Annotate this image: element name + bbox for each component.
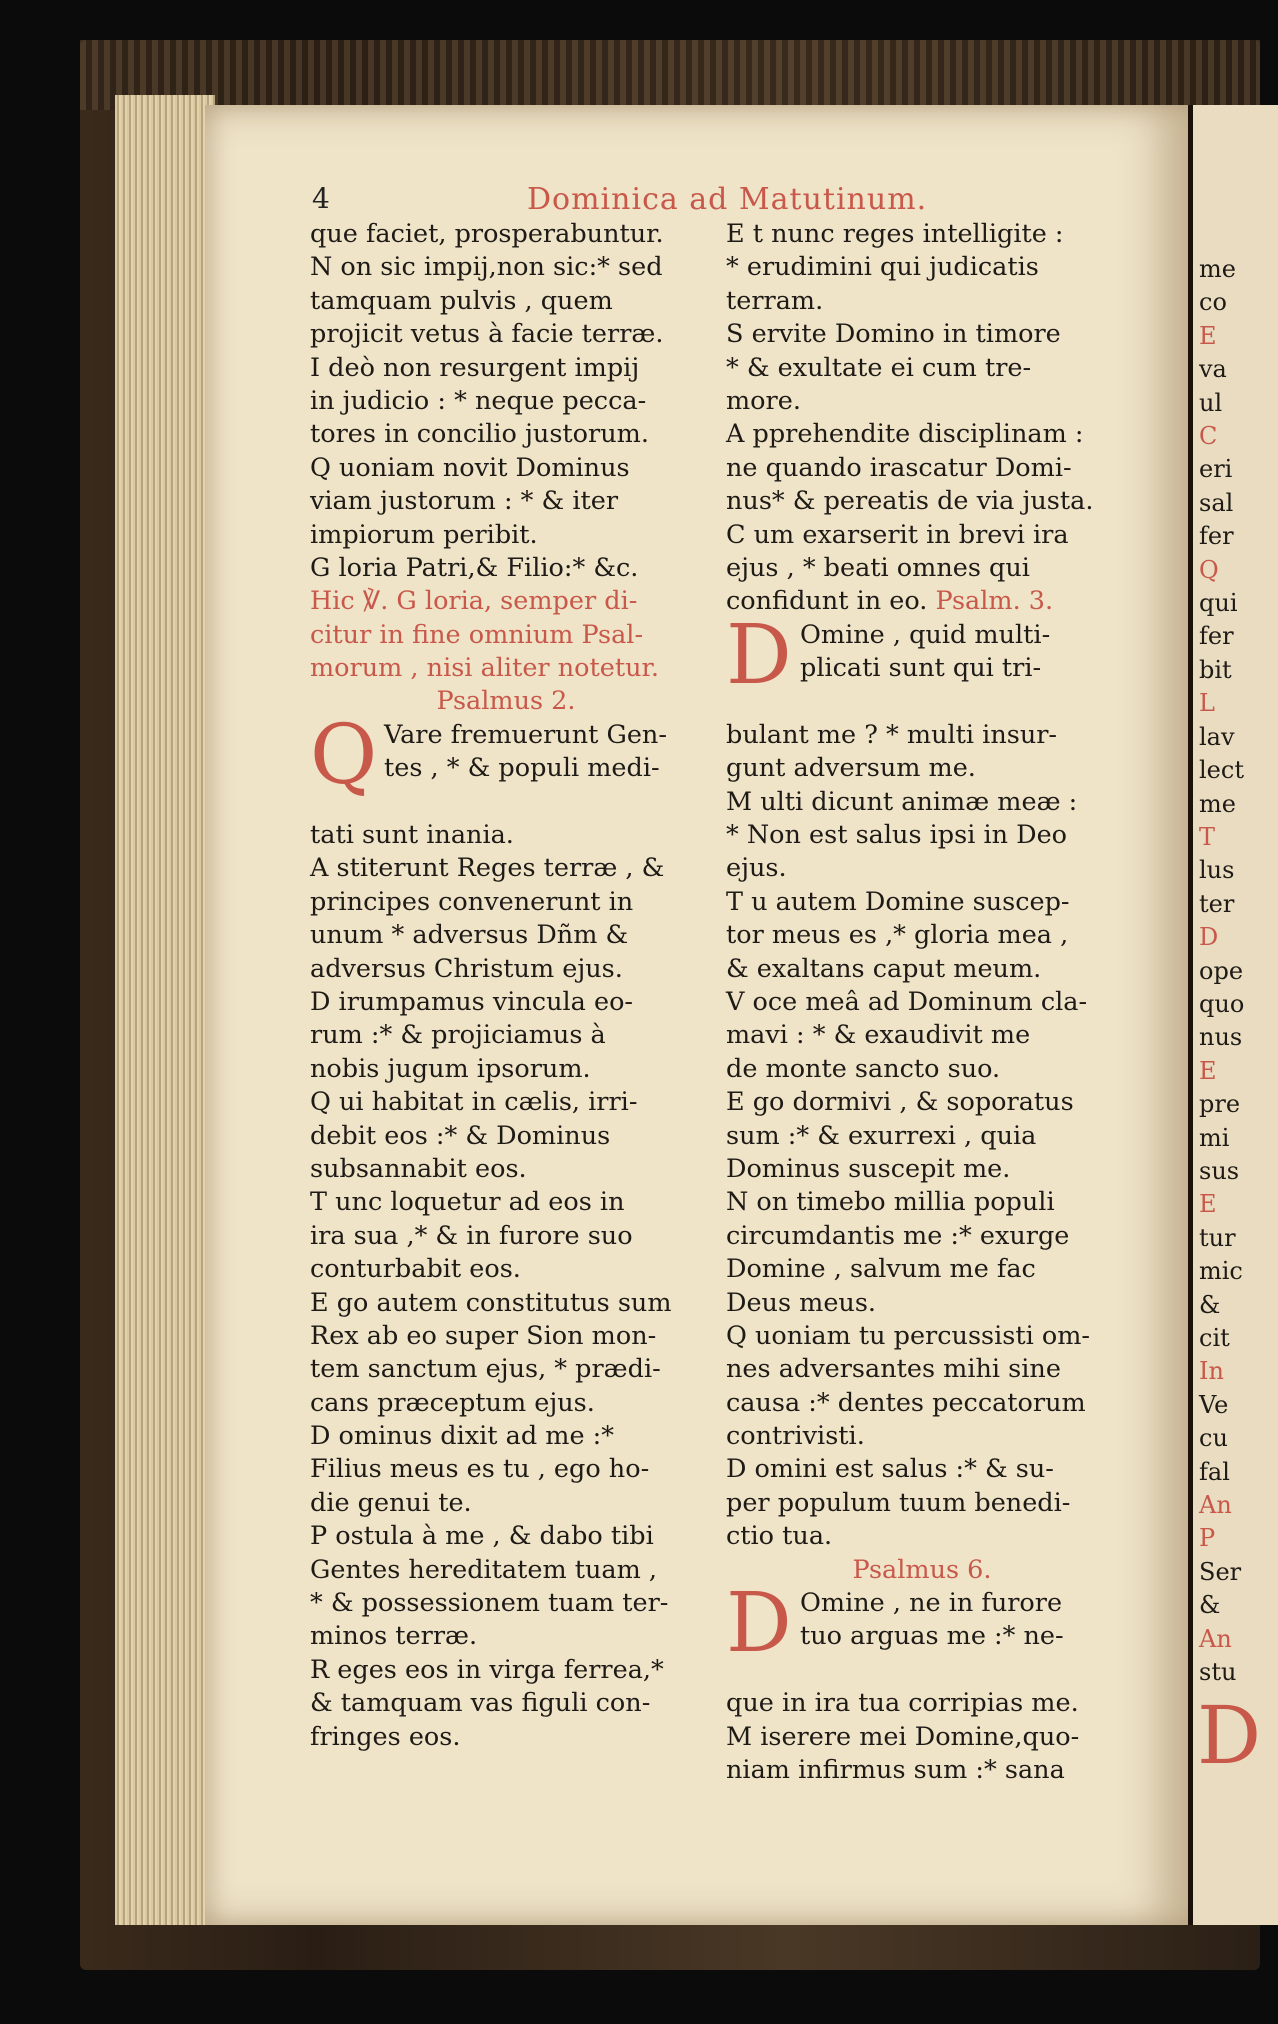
facing-page-fragment [1190, 105, 1278, 1925]
verse-line: que faciet, prosperabuntur. [310, 219, 664, 249]
facing-page-text: lect [1199, 756, 1244, 785]
psalm-6-opening [726, 1576, 1118, 1687]
verse-line: plicati sunt qui tri- [800, 653, 1042, 684]
facing-page-text: sal [1199, 488, 1234, 517]
verse-line: nes adversantes mihi sine [726, 1354, 1061, 1385]
verse-line: tor meus es ,* gloria mea , [726, 920, 1069, 951]
verse-line: confidunt in eo. Psalm. 3. [726, 586, 1054, 617]
verse-line: T u autem Domine suscep- [726, 886, 1070, 917]
verse-line: * erudimini qui judicatis [726, 252, 1039, 283]
verse-line: de monte sancto suo. [726, 1053, 1001, 1084]
facing-page-text: Ve [1199, 1390, 1229, 1419]
verse-line: Omine , quid multi- [800, 619, 1051, 650]
facing-page-text: mi [1199, 1123, 1230, 1152]
facing-page-text: tur [1199, 1223, 1236, 1252]
verse-line: * & exultate ei cum tre- [726, 352, 1032, 383]
psalm-label: Psalm. 3. [927, 586, 1054, 617]
verse-line: E t nunc reges intelligite : [726, 219, 1064, 249]
verse-line: D irumpamus vincula eo- [310, 987, 634, 1017]
verse-line: contrivisti. [726, 1421, 865, 1452]
facing-page-text: qui [1199, 589, 1238, 618]
verse-line: tati sunt inania. [310, 820, 514, 851]
verse-line: minos terræ. [310, 1621, 478, 1652]
facing-page-text: D [1197, 1689, 1262, 1783]
facing-page-text: & [1199, 1591, 1221, 1620]
verse-line: N on sic impij,non sic:* sed [310, 252, 663, 283]
verse-line: I deò non resurgent impij [310, 352, 640, 383]
facing-page-text: E [1199, 1056, 1217, 1085]
verse-line: M ulti dicunt animæ meæ : [726, 786, 1078, 817]
facing-page-text: co [1199, 288, 1227, 317]
verse-line: E go autem constitutus sum [310, 1287, 672, 1318]
verse-line: ne quando irascatur Domi- [726, 452, 1072, 483]
verse-line: A stiterunt Reges terræ , & [310, 853, 665, 884]
verse-line: E go dormivi , & soporatus [726, 1087, 1074, 1118]
facing-page-text: ter [1199, 889, 1235, 918]
left-column [310, 218, 702, 1754]
facing-page-text: pre [1199, 1090, 1241, 1119]
verse-line: ctio tua. [726, 1521, 833, 1552]
verse-line: terram. [726, 285, 824, 316]
drop-capital: D [726, 607, 792, 703]
verse-line: C um exarserit in brevi ira [726, 519, 1069, 550]
verse-line: * & possessionem tuam ter- [310, 1588, 669, 1619]
facing-page-text: fer [1199, 522, 1234, 551]
verse-line: Vare fremuerunt Gen- [384, 719, 667, 750]
verse-line: Q uoniam novit Dominus [310, 452, 630, 483]
verse-line: unum * adversus Dñm & [310, 920, 629, 951]
verse-line: sum :* & exurrexi , quia [726, 1120, 1037, 1151]
verse-line: ejus. [726, 853, 787, 884]
verse-line: D omini est salus :* & su- [726, 1454, 1054, 1485]
psalm-heading: Psalmus 2. [436, 686, 576, 717]
verse-line: que in ira tua corripias me. [726, 1688, 1079, 1719]
verse-line: Domine , salvum me fac [726, 1254, 1036, 1285]
rubric-line: citur in fine omnium Psal- [310, 619, 644, 650]
facing-page-text: quo [1199, 989, 1245, 1018]
facing-page-text: D [1199, 923, 1219, 952]
facing-page-text: E [1199, 321, 1217, 350]
facing-page-text: cit [1199, 1324, 1230, 1352]
facing-page-text: ul [1199, 388, 1223, 417]
facing-page-text: lus [1199, 856, 1235, 885]
verse-line: fringes eos. [310, 1721, 461, 1752]
verse-line: N on timebo millia populi [726, 1187, 1055, 1218]
verse-line: Deus meus. [726, 1287, 877, 1318]
verse-line: P ostula à me , & dabo tibi [310, 1521, 654, 1552]
verse-line: tamquam pulvis , quem [310, 285, 613, 316]
psalm-heading: Psalmus 6. [852, 1554, 992, 1585]
verse-line: M iserere mei Domine,quo- [726, 1721, 1080, 1752]
facing-page-text: me [1199, 789, 1236, 818]
page-edges [115, 95, 215, 1925]
facing-page-text: C [1199, 422, 1218, 451]
facing-page-text: stu [1199, 1658, 1237, 1687]
facing-page-text: cu [1199, 1424, 1228, 1453]
verse-line: Q uoniam tu percussisti om- [726, 1320, 1091, 1351]
facing-page-text: ope [1199, 956, 1244, 985]
facing-page-text: E [1199, 1190, 1217, 1219]
verse-line: Q ui habitat in cælis, irri- [310, 1087, 638, 1118]
facing-page-text: In [1199, 1357, 1224, 1386]
page-header-title: Dominica ad Matutinum. [527, 182, 928, 217]
verse-line: tuo arguas me :* ne- [800, 1621, 1064, 1652]
verse-line: die genui te. [310, 1487, 472, 1518]
verse-line: more. [726, 385, 801, 416]
verse-line: per populum tuum benedi- [726, 1487, 1071, 1518]
verse-line: Filius meus es tu , ego ho- [310, 1454, 650, 1485]
verse-line: subsannabit eos. [310, 1153, 527, 1184]
psalm-2-opening [310, 707, 702, 819]
facing-page-text: Ser [1199, 1557, 1242, 1586]
verse-line: impiorum peribit. [310, 519, 538, 550]
facing-page-text: An [1199, 1491, 1232, 1520]
verse-line: tem sanctum ejus, * prædi- [310, 1354, 661, 1385]
running-head [312, 182, 1032, 222]
drop-capital: Q [310, 707, 378, 803]
verse-line: gunt adversum me. [726, 753, 976, 784]
rubric-line: morum , nisi aliter notetur. [310, 653, 659, 684]
facing-page-text: sus [1199, 1156, 1240, 1185]
verse-line: viam justorum : * & iter [310, 486, 619, 517]
verse-line: R eges eos in virga ferrea,* [310, 1654, 664, 1685]
facing-page-text: fal [1199, 1457, 1230, 1486]
verse-line: debit eos :* & Dominus [310, 1120, 611, 1151]
facing-page-text: nus [1199, 1023, 1243, 1052]
facing-page-text: T [1199, 822, 1216, 851]
facing-page-text: P [1199, 1524, 1216, 1553]
verse-line: tes , * & populi medi- [384, 753, 660, 784]
facing-page-text: & [1199, 1290, 1221, 1319]
facing-page-text: bit [1199, 655, 1232, 684]
verse-line: bulant me ? * multi insur- [726, 719, 1058, 750]
verse-line: Rex ab eo super Sion mon- [310, 1320, 657, 1351]
verse-line: V oce meâ ad Dominum cla- [726, 987, 1088, 1017]
verse-line: adversus Christum ejus. [310, 953, 623, 984]
rubric-line: Hic ℣. G loria, semper di- [310, 586, 638, 617]
verse-line: in judicio : * neque pecca- [310, 385, 647, 416]
facing-page-text: mic [1199, 1257, 1243, 1286]
verse-line: nobis jugum ipsorum. [310, 1053, 591, 1084]
verse-line: conturbabit eos. [310, 1254, 521, 1285]
verse-line: nus* & pereatis de via justa. [726, 486, 1094, 517]
facing-page-text: L [1199, 689, 1215, 718]
facing-page-text: An [1199, 1624, 1232, 1653]
verse-line: circumdantis me :* exurge [726, 1220, 1070, 1251]
verse-line: projicit vetus à facie terræ. [310, 319, 664, 350]
verse-line: ejus , * beati omnes qui [726, 552, 1030, 583]
verse-line: A pprehendite disciplinam : [726, 419, 1084, 450]
verse-line: Gentes hereditatem tuam , [310, 1554, 658, 1585]
cover-tooling [80, 40, 1260, 110]
facing-page-text: Q [1199, 555, 1219, 584]
facing-page-text: eri [1199, 455, 1233, 484]
facing-page-text: fer [1199, 622, 1234, 651]
psalm-3-opening [726, 607, 1118, 719]
verse-line: Omine , ne in furore [800, 1588, 1063, 1619]
page-number: 4 [312, 182, 330, 215]
verse-line: ira sua ,* & in furore suo [310, 1220, 633, 1251]
facing-page-text: lav [1199, 722, 1235, 751]
verse-line: causa :* dentes peccatorum [726, 1387, 1086, 1418]
facing-page-text: me [1199, 255, 1236, 283]
right-column [726, 218, 1118, 1787]
verse-line: cans præceptum ejus. [310, 1387, 595, 1418]
verse-line: & exaltans caput meum. [726, 953, 1042, 984]
verse-line: Dominus suscepit me. [726, 1153, 1011, 1184]
verse-line: G loria Patri,& Filio:* &c. [310, 552, 639, 583]
verse-line: * Non est salus ipsi in Deo [726, 820, 1068, 851]
drop-capital: D [726, 1576, 792, 1672]
verse-line: T unc loquetur ad eos in [310, 1187, 625, 1218]
facing-page-text: va [1199, 355, 1227, 384]
verse-line: niam infirmus sum :* sana [726, 1755, 1065, 1785]
verse-line: & tamquam vas figuli con- [310, 1688, 651, 1719]
verse-line: principes convenerunt in [310, 886, 634, 917]
verse-line: mavi : * & exaudivit me [726, 1020, 1031, 1051]
verse-line: S ervite Domino in timore [726, 319, 1061, 350]
verse-line: D ominus dixit ad me :* [310, 1421, 614, 1452]
verse-line: rum :* & projiciamus à [310, 1020, 606, 1051]
verse-line: tores in concilio justorum. [310, 419, 649, 450]
